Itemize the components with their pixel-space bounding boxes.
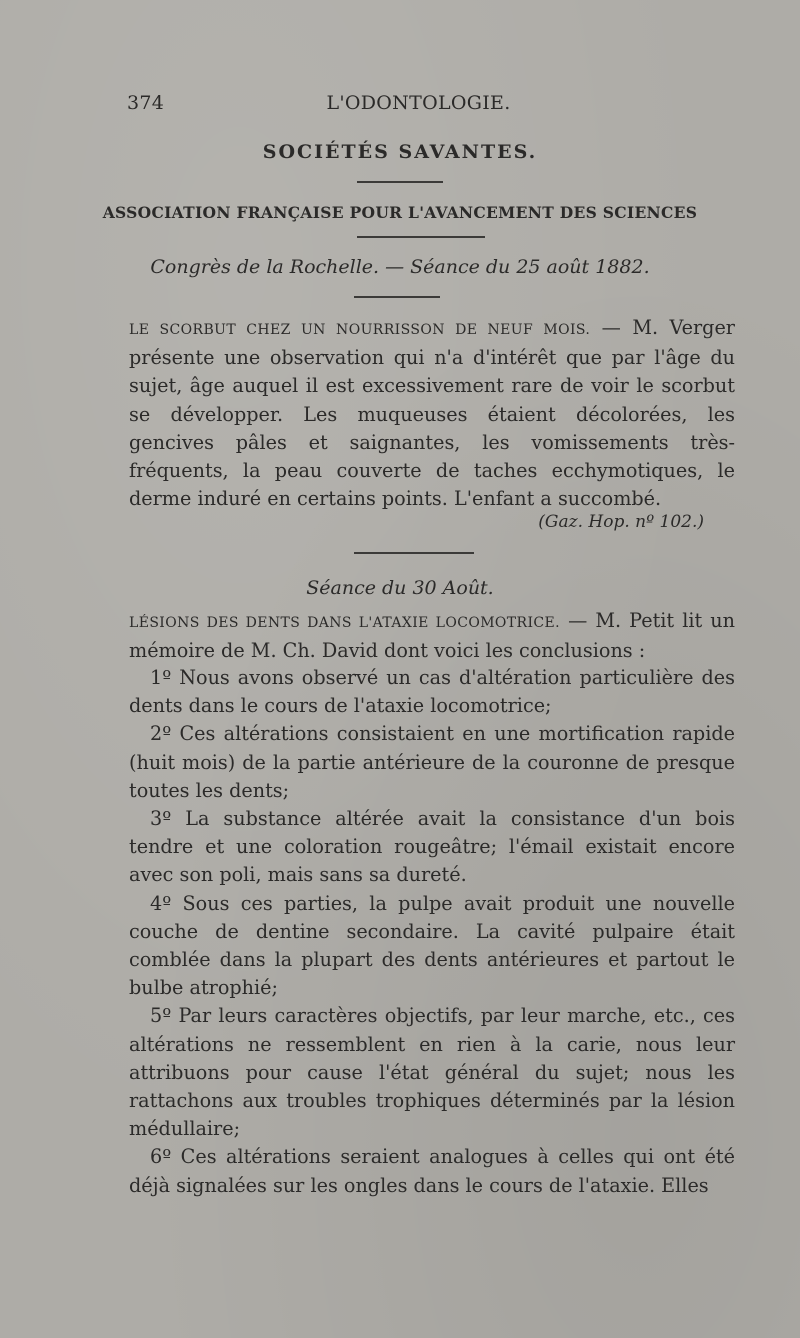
meeting-heading-2: Séance du 30 Août. (306, 577, 494, 599)
conclusions-list (129, 664, 735, 1200)
article-lead: LÉSIONS DES DENTS DANS L'ATAXIE LOCOMOTRICE. (129, 615, 560, 631)
conclusion-item: 1º Nous avons observé un cas d'altération particulière des dents dans le cours de l'ataxie locomotrice; (129, 666, 735, 718)
conclusion-item: 5º Par leurs caractères objectifs, par leur marche, etc., ces altérations ne ressemblent en rien à la carie, nous leur attribuons pour cause l'état général du sujet; nous les rattachons aux troubles trophiques déterminés par la lésion médullaire; (129, 1004, 735, 1141)
journal-title: L'ODONTOLOGIE. (326, 92, 511, 114)
article-scorbut (129, 314, 735, 513)
section-title: SOCIÉTÉS SAVANTES. (262, 141, 538, 163)
divider-rule (354, 296, 440, 298)
conclusion-item: 3º La substance altérée avait la consistance d'un bois tendre et une coloration rougeâtre; l'émail existait encore avec son poli, mais sans sa dureté. (129, 807, 735, 887)
divider-rule (357, 181, 443, 183)
meeting-heading-1: Congrès de la Rochelle. — Séance du 25 août 1882. (150, 256, 650, 278)
conclusion-item: 6º Ces altérations seraient analogues à celles qui ont été déjà signalées sur les ongles dans le cours de l'ataxie. Elles (129, 1145, 735, 1197)
article-ataxie-intro (129, 607, 735, 665)
divider-rule (354, 552, 474, 554)
society-heading: ASSOCIATION FRANÇAISE POUR L'AVANCEMENT DES SCIENCES (102, 203, 698, 222)
divider-rule (357, 236, 485, 238)
page-number: 374 (127, 92, 165, 114)
article-body: — M. Verger présente une observation qui n'a d'intérêt que par l'âge du sujet, âge auquel il est excessivement rare de voir le scorbut se développer. Les muqueuses étaient décolorées, les gencives pâles et saignantes, les vomissements très-fréquents, la peau couverte de taches ecchymotiques, le derme induré en certains points. L'enfant a succombé. (129, 316, 735, 511)
article-lead: LE SCORBUT CHEZ UN NOURRISSON DE NEUF MOIS. (129, 322, 591, 338)
conclusion-item: 2º Ces altérations consistaient en une mortification rapide (huit mois) de la partie antérieure de la couronne de presque toutes les dents; (129, 722, 735, 802)
conclusion-item: 4º Sous ces parties, la pulpe avait produit une nouvelle couche de dentine secondaire. La cavité pulpaire était comblée dans la plupart des dents antérieures et partout le bulbe atrophié; (129, 891, 735, 1000)
source-citation: (Gaz. Hop. nº 102.) (538, 512, 704, 532)
article-body: — M. Petit lit un mémoire de M. Ch. David dont voici les conclusions : (129, 609, 735, 663)
